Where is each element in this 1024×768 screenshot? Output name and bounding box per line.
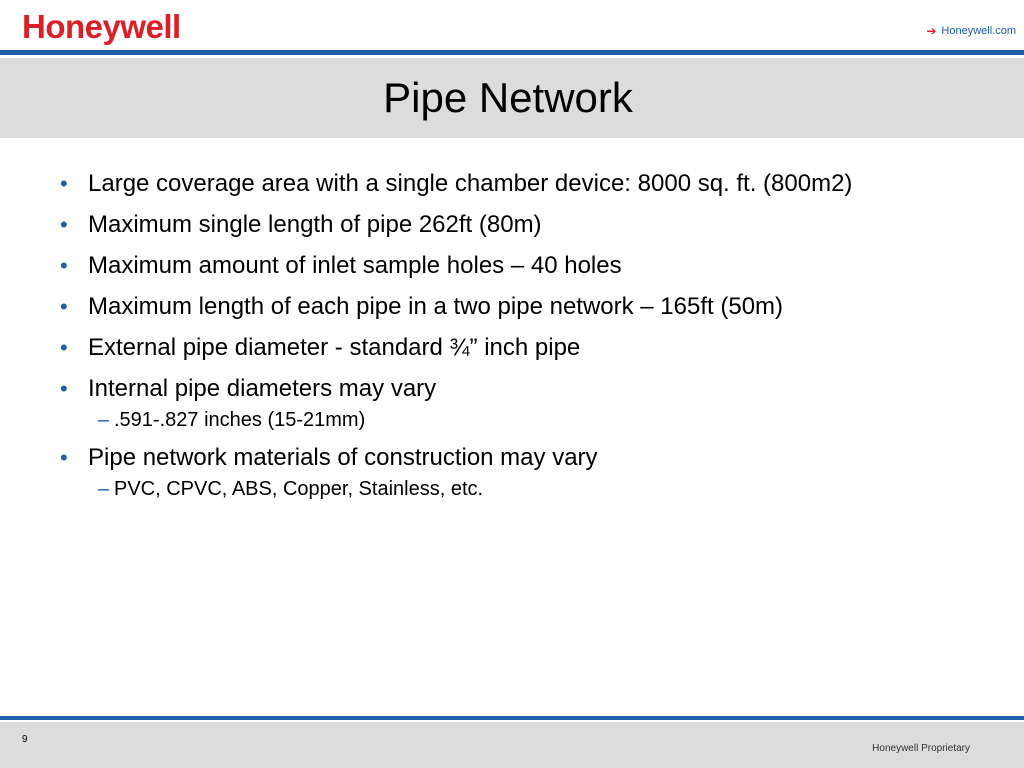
slide-body	[60, 168, 960, 511]
bullet-dot: •	[60, 445, 68, 470]
sub-bullet-dash: –	[98, 478, 110, 500]
footer-band	[0, 722, 1024, 768]
sub-bullet-list	[88, 407, 960, 433]
bullet-item	[60, 291, 960, 323]
bullet-text: Pipe network materials of construction may vary	[88, 444, 598, 471]
bullet-text: Maximum length of each pipe in a two pipe network – 165ft (50m)	[88, 293, 784, 320]
page-number: 9	[22, 734, 28, 745]
arrow-right-icon: ➔	[926, 24, 937, 38]
slide-title: Pipe Network	[383, 74, 633, 121]
bullet-dot: •	[60, 294, 68, 319]
honeywell-com-link[interactable]	[926, 25, 1016, 37]
bullet-item	[60, 442, 960, 502]
honeywell-logo: Honeywell	[22, 8, 181, 45]
bullet-dot: •	[60, 171, 68, 196]
bullet-item	[60, 168, 960, 200]
bullet-text: Large coverage area with a single chamber device: 8000 sq. ft. (800m2)	[88, 170, 853, 197]
bullet-item	[60, 373, 960, 433]
bullet-text: Maximum single length of pipe 262ft (80m)	[88, 211, 542, 238]
sub-bullet-list	[88, 476, 960, 502]
bullet-item	[60, 332, 960, 364]
proprietary-label: Honeywell Proprietary	[872, 743, 970, 754]
footer-divider	[0, 716, 1024, 720]
sub-bullet-dash: –	[98, 409, 110, 431]
bullet-text: External pipe diameter - standard ¾” inch pipe	[88, 334, 581, 361]
bullet-text: Internal pipe diameters may vary	[88, 375, 437, 402]
site-link-label: Honeywell.com	[941, 25, 1016, 37]
bullet-list	[60, 168, 960, 502]
bullet-dot: •	[60, 376, 68, 401]
sub-bullet-item	[88, 476, 960, 502]
bullet-item	[60, 209, 960, 241]
bullet-text: Maximum amount of inlet sample holes – 40 holes	[88, 252, 622, 279]
sub-bullet-item	[88, 407, 960, 433]
bullet-dot: •	[60, 253, 68, 278]
title-band	[0, 58, 1024, 138]
sub-bullet-text: .591-.827 inches (15-21mm)	[114, 409, 366, 431]
bullet-dot: •	[60, 212, 68, 237]
bullet-dot: •	[60, 335, 68, 360]
sub-bullet-text: PVC, CPVC, ABS, Copper, Stainless, etc.	[114, 478, 484, 500]
header-divider	[0, 50, 1024, 55]
bullet-item	[60, 250, 960, 282]
